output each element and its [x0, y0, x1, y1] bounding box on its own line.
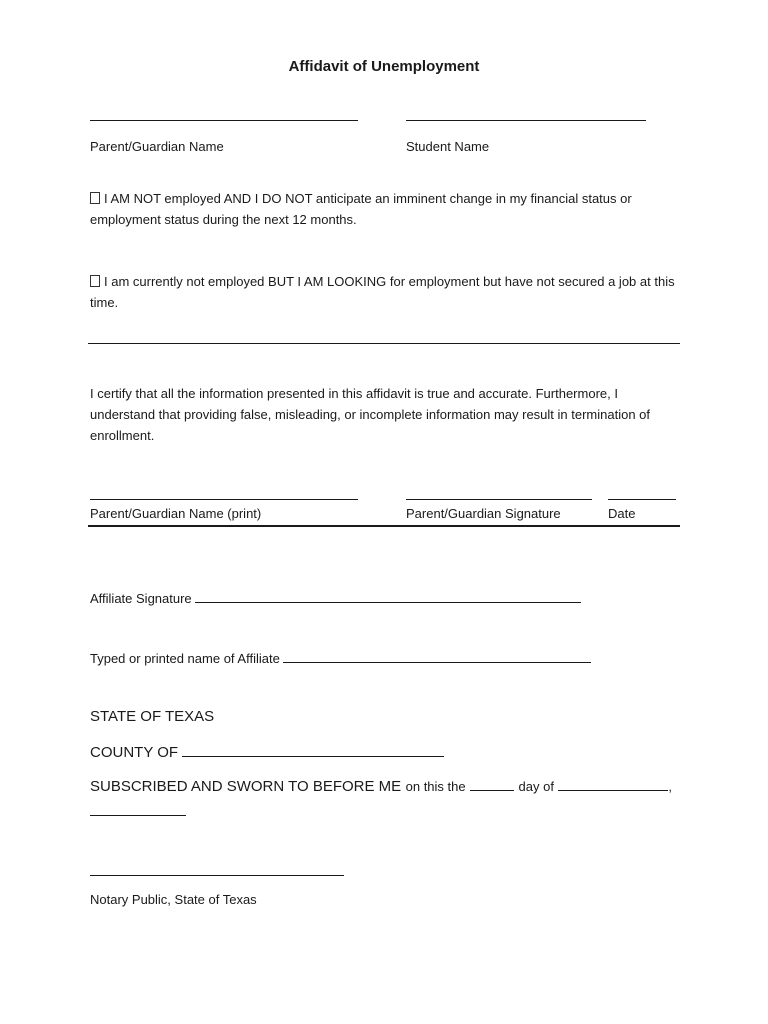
affiliate-name-label: Typed or printed name of Affiliate [90, 651, 280, 666]
county-label: COUNTY OF [90, 744, 179, 761]
certification-text: I certify that all the information presented in this affidavit is true and accurate. Furthermore, I understand that providing false, misleading, or incomplete information may result in termination of enrollment. [90, 386, 651, 443]
print-name-label: Parent/Guardian Name (print) [90, 506, 262, 521]
document-title: Affidavit of Unemployment [288, 58, 480, 75]
parent-guardian-name-label: Parent/Guardian Name [90, 139, 224, 154]
county-row [90, 742, 444, 761]
date-label: Date [608, 506, 636, 521]
day-of-label: day of [518, 779, 554, 794]
day-line[interactable] [470, 776, 514, 791]
notary-signature-line[interactable] [90, 875, 344, 876]
option-not-employed-text: I AM NOT employed AND I DO NOT anticipate an imminent change in my financial status or employment status during the next 12 months. [90, 191, 632, 227]
parent-guardian-name-line[interactable] [90, 120, 358, 121]
looking-checkbox[interactable] [90, 275, 100, 287]
year-line[interactable] [90, 815, 186, 816]
print-name-line[interactable] [90, 499, 358, 500]
option-not-employed [90, 188, 680, 230]
on-this-the-label: on this the [405, 779, 466, 794]
subscribed-row [90, 776, 672, 796]
county-line[interactable] [182, 742, 444, 757]
affiliate-signature-label: Affiliate Signature [90, 591, 192, 606]
student-name-line[interactable] [406, 120, 646, 121]
month-line[interactable] [558, 776, 668, 791]
option-looking [90, 271, 680, 313]
date-line[interactable] [608, 499, 676, 500]
signature-label: Parent/Guardian Signature [406, 506, 561, 521]
comma: , [668, 779, 673, 794]
affiliate-name-line[interactable] [283, 648, 591, 663]
subscribed-label: SUBSCRIBED AND SWORN TO BEFORE ME [90, 778, 402, 795]
affiliate-name-row [90, 648, 591, 666]
signature-line[interactable] [406, 499, 592, 500]
section-divider [88, 343, 680, 344]
student-name-label: Student Name [406, 139, 490, 154]
state-of-texas: STATE OF TEXAS [90, 708, 215, 725]
affiliate-signature-line[interactable] [195, 588, 581, 603]
signature-section-divider [88, 525, 680, 527]
notary-public-label: Notary Public, State of Texas [90, 892, 257, 907]
not-employed-checkbox[interactable] [90, 192, 100, 204]
option-looking-text: I am currently not employed BUT I AM LOOKING for employment but have not secured a job at this time. [90, 274, 675, 310]
affiliate-signature-row [90, 588, 581, 606]
